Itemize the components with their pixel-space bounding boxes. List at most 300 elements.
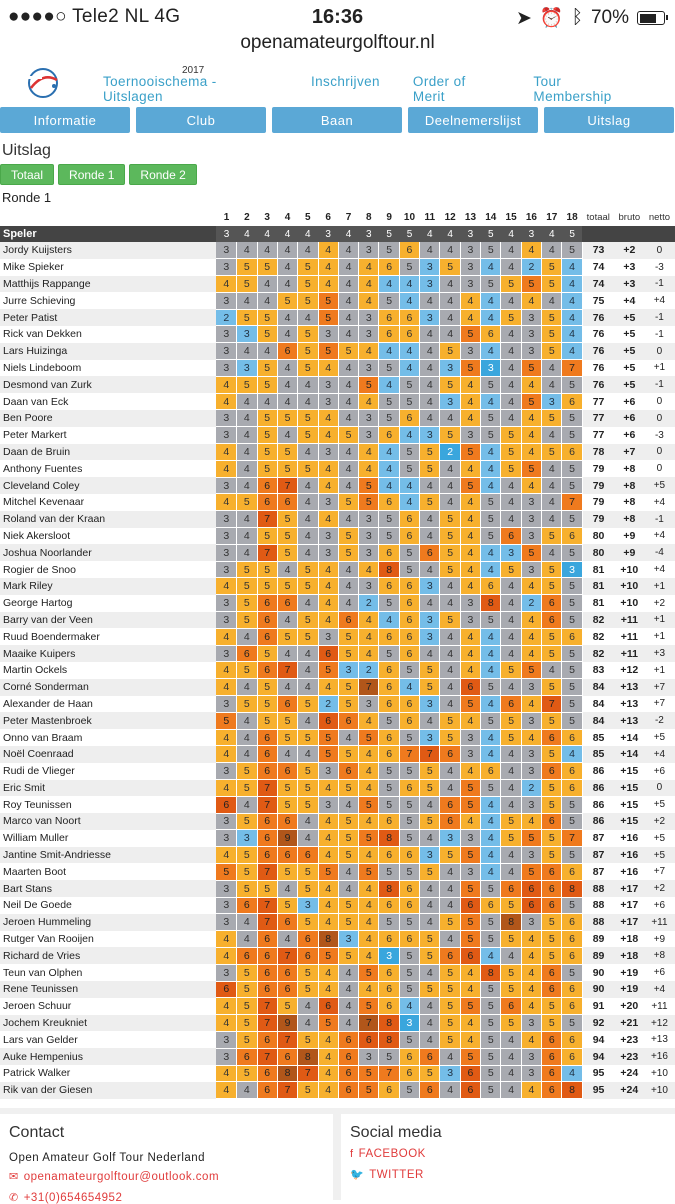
hole-score: 5	[562, 696, 582, 713]
table-row[interactable]	[0, 729, 675, 746]
hole-score: 6	[542, 1082, 562, 1099]
netto-score: +6	[644, 763, 674, 780]
hole-score: 5	[481, 1065, 501, 1082]
table-row[interactable]	[0, 662, 675, 679]
hole-number: 16	[521, 209, 541, 226]
player-name[interactable]: Jochem Kreukniet	[0, 1015, 216, 1032]
hole-score: 3	[216, 830, 236, 847]
total-score: 82	[582, 612, 614, 629]
hole-score: 3	[521, 1065, 541, 1082]
hole-score: 4	[460, 309, 480, 326]
hole-score: 3	[440, 830, 460, 847]
hole-score: 5	[338, 679, 358, 696]
hole-score: 5	[237, 880, 257, 897]
facebook-link[interactable]: FACEBOOK	[358, 1148, 426, 1160]
player-name[interactable]: Marco van Noort	[0, 813, 216, 830]
player-name[interactable]: Rudi de Vlieger	[0, 763, 216, 780]
table-row[interactable]	[0, 998, 675, 1015]
tab-deelnemerslijst[interactable]: Deelnemerslijst	[408, 107, 538, 133]
table-row[interactable]	[0, 410, 675, 427]
hole-score: 6	[562, 628, 582, 645]
hole-score: 5	[277, 628, 297, 645]
total-score: 94	[582, 1048, 614, 1065]
total-score: 79	[582, 477, 614, 494]
player-name[interactable]: Bart Stans	[0, 880, 216, 897]
player-name[interactable]: Roland van der Kraan	[0, 511, 216, 528]
hole-score: 4	[359, 343, 379, 360]
player-name[interactable]: Ruud Boendermaker	[0, 628, 216, 645]
tab-baan[interactable]: Baan	[272, 107, 402, 133]
hole-score: 4	[440, 326, 460, 343]
hole-score: 4	[277, 309, 297, 326]
player-name[interactable]: Cleveland Coley	[0, 477, 216, 494]
hole-score: 5	[257, 712, 277, 729]
player-name[interactable]: Rick van Dekken	[0, 326, 216, 343]
hole-score: 3	[338, 662, 358, 679]
hole-score: 4	[359, 746, 379, 763]
twitter-link[interactable]: TWITTER	[369, 1169, 424, 1181]
table-row[interactable]	[0, 1048, 675, 1065]
table-row[interactable]	[0, 1031, 675, 1048]
hole-score: 6	[277, 595, 297, 612]
table-row[interactable]	[0, 544, 675, 561]
player-name[interactable]: William Muller	[0, 830, 216, 847]
logo-icon[interactable]	[14, 66, 72, 100]
table-row[interactable]	[0, 746, 675, 763]
hole-score: 3	[237, 360, 257, 377]
hole-score: 4	[460, 528, 480, 545]
hole-score: 3	[562, 561, 582, 578]
table-row[interactable]	[0, 679, 675, 696]
table-row[interactable]	[0, 897, 675, 914]
player-name[interactable]: Noël Coenraad	[0, 746, 216, 763]
hole-score: 8	[277, 1065, 297, 1082]
hole-score: 6	[399, 309, 419, 326]
hole-score: 6	[399, 326, 419, 343]
player-name[interactable]: Jeroen Hummeling	[0, 914, 216, 931]
player-name[interactable]: Eric Smit	[0, 780, 216, 797]
player-name[interactable]: Lars Huizinga	[0, 343, 216, 360]
hole-score: 4	[460, 645, 480, 662]
hole-score: 5	[481, 1082, 501, 1099]
hole-score: 4	[521, 612, 541, 629]
hole-number: 12	[440, 209, 460, 226]
player-name[interactable]: Martin Ockels	[0, 662, 216, 679]
hole-score: 6	[379, 964, 399, 981]
player-name[interactable]: Rene Teunissen	[0, 981, 216, 998]
player-name[interactable]: Anthony Fuentes	[0, 460, 216, 477]
hole-score: 5	[379, 914, 399, 931]
hole-score: 4	[481, 259, 501, 276]
hole-score: 5	[521, 544, 541, 561]
hole-score: 4	[460, 813, 480, 830]
table-row[interactable]	[0, 796, 675, 813]
hole-score: 4	[440, 780, 460, 797]
table-row[interactable]	[0, 511, 675, 528]
table-row[interactable]	[0, 595, 675, 612]
hole-score: 6	[237, 947, 257, 964]
hole-score: 3	[460, 242, 480, 259]
table-row[interactable]	[0, 931, 675, 948]
hole-score: 6	[257, 847, 277, 864]
netto-score: +5	[644, 830, 674, 847]
hole-score: 4	[298, 309, 318, 326]
hole-score: 4	[542, 292, 562, 309]
table-row[interactable]	[0, 780, 675, 797]
table-row[interactable]	[0, 1015, 675, 1032]
hole-score: 4	[318, 880, 338, 897]
hole-score: 4	[298, 645, 318, 662]
table-row[interactable]	[0, 964, 675, 981]
netto-score: 0	[644, 242, 674, 259]
hole-score: 4	[277, 259, 297, 276]
player-name[interactable]: Niek Akersloot	[0, 528, 216, 545]
player-name[interactable]: Corné Sonderman	[0, 679, 216, 696]
table-row[interactable]	[0, 460, 675, 477]
hole-number: 8	[359, 209, 379, 226]
player-name[interactable]: Desmond van Zurk	[0, 376, 216, 393]
table-row[interactable]	[0, 696, 675, 713]
hole-score: 4	[216, 1015, 236, 1032]
hole-score: 4	[521, 444, 541, 461]
hole-score: 4	[481, 947, 501, 964]
nav-link-membership[interactable]: Tour Membership	[533, 74, 612, 104]
player-name[interactable]: Alexander de Haan	[0, 696, 216, 713]
total-score: 87	[582, 830, 614, 847]
hole-score: 6	[338, 712, 358, 729]
table-row[interactable]	[0, 981, 675, 998]
hole-number: 3	[257, 209, 277, 226]
hole-score: 5	[501, 729, 521, 746]
hole-score: 5	[257, 410, 277, 427]
hole-score: 6	[338, 1031, 358, 1048]
hole-score: 6	[257, 1065, 277, 1082]
hole-score: 6	[562, 393, 582, 410]
player-name[interactable]: Richard de Vries	[0, 947, 216, 964]
hole-score: 4	[277, 376, 297, 393]
table-row[interactable]	[0, 477, 675, 494]
hole-score: 4	[338, 863, 358, 880]
player-name[interactable]: Daan van Eck	[0, 393, 216, 410]
hole-score: 5	[440, 964, 460, 981]
table-row[interactable]	[0, 309, 675, 326]
player-name[interactable]: Mitchel Kevenaar	[0, 494, 216, 511]
hole-score: 5	[379, 712, 399, 729]
player-name[interactable]: Joshua Noorlander	[0, 544, 216, 561]
hole-score: 4	[521, 376, 541, 393]
hole-score: 4	[420, 964, 440, 981]
netto-score: +7	[644, 863, 674, 880]
table-row[interactable]	[0, 242, 675, 259]
player-name[interactable]: Peter Markert	[0, 427, 216, 444]
hole-score: 6	[277, 763, 297, 780]
hole-score: 5	[399, 947, 419, 964]
hole-score: 4	[562, 746, 582, 763]
netto-score: 0	[644, 343, 674, 360]
table-row[interactable]	[0, 427, 675, 444]
table-row[interactable]	[0, 1065, 675, 1082]
hole-score: 6	[338, 763, 358, 780]
hole-score: 4	[440, 578, 460, 595]
player-name[interactable]: Mark Riley	[0, 578, 216, 595]
hole-score: 5	[277, 863, 297, 880]
hole-score: 5	[501, 427, 521, 444]
hole-score: 5	[521, 460, 541, 477]
hole-score: 3	[420, 427, 440, 444]
hole-score: 3	[318, 393, 338, 410]
player-name[interactable]: Peter Patist	[0, 309, 216, 326]
player-name[interactable]: Maarten Boot	[0, 863, 216, 880]
table-row[interactable]	[0, 830, 675, 847]
hole-score: 4	[501, 628, 521, 645]
email-link[interactable]: openamateurgolftour@outlook.com	[23, 1171, 220, 1183]
hole-score: 6	[460, 947, 480, 964]
hole-score: 5	[481, 376, 501, 393]
hole-score: 4	[338, 376, 358, 393]
player-name[interactable]: Auke Hempenius	[0, 1048, 216, 1065]
hole-score: 4	[237, 729, 257, 746]
tab-informatie[interactable]: Informatie	[0, 107, 130, 133]
hole-score: 4	[501, 511, 521, 528]
email-row[interactable]	[9, 1170, 333, 1183]
hole-score: 5	[562, 645, 582, 662]
hole-score: 3	[359, 360, 379, 377]
table-row[interactable]	[0, 444, 675, 461]
hole-score: 5	[501, 830, 521, 847]
player-name[interactable]: Jordy Kuijsters	[0, 242, 216, 259]
hole-score: 5	[460, 360, 480, 377]
hole-score: 6	[257, 763, 277, 780]
hole-score: 6	[338, 1082, 358, 1099]
hole-score: 5	[481, 998, 501, 1015]
hole-score: 6	[460, 1065, 480, 1082]
player-name[interactable]: Neil De Goede	[0, 897, 216, 914]
alarm-icon: ⏰	[539, 8, 564, 29]
hole-score: 4	[481, 444, 501, 461]
hole-score: 4	[420, 242, 440, 259]
hole-score: 6	[399, 628, 419, 645]
facebook-row[interactable]	[350, 1148, 675, 1160]
player-name[interactable]: Daan de Bruin	[0, 444, 216, 461]
table-row[interactable]	[0, 360, 675, 377]
table-row[interactable]	[0, 947, 675, 964]
hole-score: 6	[542, 1048, 562, 1065]
table-row[interactable]	[0, 612, 675, 629]
table-row[interactable]	[0, 376, 675, 393]
player-name[interactable]: Barry van der Veen	[0, 612, 216, 629]
hole-score: 4	[521, 578, 541, 595]
hole-score: 5	[257, 696, 277, 713]
hole-score: 4	[420, 326, 440, 343]
total-score: 89	[582, 931, 614, 948]
hole-score: 6	[542, 1065, 562, 1082]
hole-score: 4	[379, 612, 399, 629]
hole-score: 4	[298, 511, 318, 528]
player-name[interactable]: Maaike Kuipers	[0, 645, 216, 662]
table-row[interactable]	[0, 712, 675, 729]
hole-score: 4	[481, 460, 501, 477]
table-row[interactable]	[0, 863, 675, 880]
table-row[interactable]	[0, 847, 675, 864]
hole-score: 3	[521, 494, 541, 511]
hole-score: 5	[298, 292, 318, 309]
total-score: 76	[582, 309, 614, 326]
tab-club[interactable]: Club	[136, 107, 266, 133]
hole-score: 4	[542, 544, 562, 561]
hole-score: 6	[277, 813, 297, 830]
netto-score: +10	[644, 1082, 674, 1099]
nav-link-schedule[interactable]: Toernooischema - Uitslagen	[103, 74, 217, 104]
hole-score: 6	[399, 1048, 419, 1065]
tab-uitslag[interactable]: Uitslag	[544, 107, 674, 133]
player-name[interactable]: Lars van Gelder	[0, 1031, 216, 1048]
table-row[interactable]	[0, 343, 675, 360]
hole-score: 6	[501, 880, 521, 897]
table-row[interactable]	[0, 645, 675, 662]
hole-score: 4	[338, 292, 358, 309]
nav-link-register[interactable]: Inschrijven	[310, 74, 380, 89]
hole-score: 3	[216, 914, 236, 931]
hole-score: 5	[521, 276, 541, 293]
hole-score: 4	[481, 662, 501, 679]
hole-score: 4	[501, 477, 521, 494]
hole-score: 6	[379, 494, 399, 511]
hole-score: 4	[237, 1082, 257, 1099]
hole-score: 4	[501, 645, 521, 662]
hole-score: 3	[420, 578, 440, 595]
table-row[interactable]	[0, 628, 675, 645]
hole-score: 3	[521, 847, 541, 864]
hole-score: 5	[542, 746, 562, 763]
hole-score: 5	[542, 309, 562, 326]
hole-score: 4	[318, 242, 338, 259]
hole-score: 5	[257, 360, 277, 377]
hole-score: 6	[257, 813, 277, 830]
hole-par: 5	[379, 226, 399, 242]
hole-score: 5	[379, 360, 399, 377]
bruto-score: +10	[614, 561, 644, 578]
player-name[interactable]: Niels Lindeboom	[0, 360, 216, 377]
player-name[interactable]: Mike Spieker	[0, 259, 216, 276]
table-row[interactable]	[0, 276, 675, 293]
table-row[interactable]	[0, 292, 675, 309]
hole-score: 3	[521, 309, 541, 326]
player-name[interactable]: Matthijs Rappange	[0, 276, 216, 293]
player-name[interactable]: Rik van der Giesen	[0, 1082, 216, 1099]
hole-score: 5	[237, 763, 257, 780]
hole-score: 5	[440, 1015, 460, 1032]
hole-score: 4	[501, 494, 521, 511]
player-name[interactable]: Peter Mastenbroek	[0, 712, 216, 729]
table-row[interactable]	[0, 813, 675, 830]
nav-link-order-of-merit[interactable]: Order of Merit	[412, 74, 466, 104]
hole-score: 6	[379, 746, 399, 763]
hole-score: 7	[257, 998, 277, 1015]
table-row[interactable]	[0, 880, 675, 897]
subtab-ronde-1[interactable]: Ronde 1	[58, 164, 125, 185]
player-name[interactable]: Rutger Van Rooijen	[0, 931, 216, 948]
table-row[interactable]	[0, 528, 675, 545]
hole-score: 5	[237, 494, 257, 511]
table-row[interactable]	[0, 561, 675, 578]
hole-score: 4	[359, 981, 379, 998]
phone-row[interactable]	[9, 1191, 333, 1204]
player-name[interactable]: Jantine Smit-Andriesse	[0, 847, 216, 864]
hole-score: 5	[298, 612, 318, 629]
player-name[interactable]: George Hartog	[0, 595, 216, 612]
table-row[interactable]	[0, 914, 675, 931]
hole-score: 5	[420, 1065, 440, 1082]
hole-score: 3	[216, 696, 236, 713]
player-name[interactable]: Ben Poore	[0, 410, 216, 427]
hole-score: 5	[257, 259, 277, 276]
hole-score: 4	[257, 343, 277, 360]
hole-score: 5	[257, 578, 277, 595]
hole-score: 5	[216, 712, 236, 729]
total-score: 84	[582, 712, 614, 729]
hole-score: 4	[501, 1065, 521, 1082]
hole-score: 5	[501, 1015, 521, 1032]
hole-score: 4	[420, 343, 440, 360]
hole-score: 4	[501, 863, 521, 880]
table-row[interactable]	[0, 259, 675, 276]
phone-link[interactable]: +31(0)654654952	[23, 1192, 123, 1204]
player-name[interactable]: Rogier de Snoo	[0, 561, 216, 578]
subtab-totaal[interactable]: Totaal	[0, 164, 54, 185]
hole-score: 6	[399, 595, 419, 612]
hole-score: 5	[298, 410, 318, 427]
hole-score: 6	[338, 1065, 358, 1082]
hole-score: 4	[521, 931, 541, 948]
player-name[interactable]: Teun van Olphen	[0, 964, 216, 981]
table-row[interactable]	[0, 393, 675, 410]
hole-score: 3	[460, 595, 480, 612]
table-row[interactable]	[0, 1082, 675, 1099]
carrier-signal: ●●●●○ Tele2 NL 4G	[8, 6, 181, 27]
table-row[interactable]	[0, 494, 675, 511]
hole-score: 7	[257, 1048, 277, 1065]
url-bar[interactable]: openamateurgolftour.nl	[240, 32, 435, 53]
table-row[interactable]	[0, 578, 675, 595]
player-name[interactable]: Roy Teunissen	[0, 796, 216, 813]
player-name[interactable]: Onno van Braam	[0, 729, 216, 746]
subtab-ronde-2[interactable]: Ronde 2	[129, 164, 196, 185]
netto-score: +13	[644, 1031, 674, 1048]
table-row[interactable]	[0, 763, 675, 780]
hole-score: 3	[216, 292, 236, 309]
hole-score: 6	[277, 1048, 297, 1065]
hole-score: 3	[298, 897, 318, 914]
hole-score: 6	[379, 696, 399, 713]
hole-score: 4	[501, 410, 521, 427]
hole-score: 6	[237, 1048, 257, 1065]
hole-score: 3	[318, 444, 338, 461]
hole-score: 4	[338, 595, 358, 612]
player-name[interactable]: Patrick Walker	[0, 1065, 216, 1082]
hole-score: 5	[562, 544, 582, 561]
hole-score: 3	[379, 947, 399, 964]
hole-score: 4	[277, 679, 297, 696]
hole-score: 6	[379, 813, 399, 830]
player-name[interactable]: Jurre Schieving	[0, 292, 216, 309]
hole-score: 4	[460, 578, 480, 595]
table-row[interactable]	[0, 326, 675, 343]
hole-score: 7	[277, 1082, 297, 1099]
hole-score: 5	[359, 494, 379, 511]
hole-score: 4	[501, 376, 521, 393]
twitter-row[interactable]	[350, 1168, 675, 1181]
player-name[interactable]: Jeroen Schuur	[0, 998, 216, 1015]
